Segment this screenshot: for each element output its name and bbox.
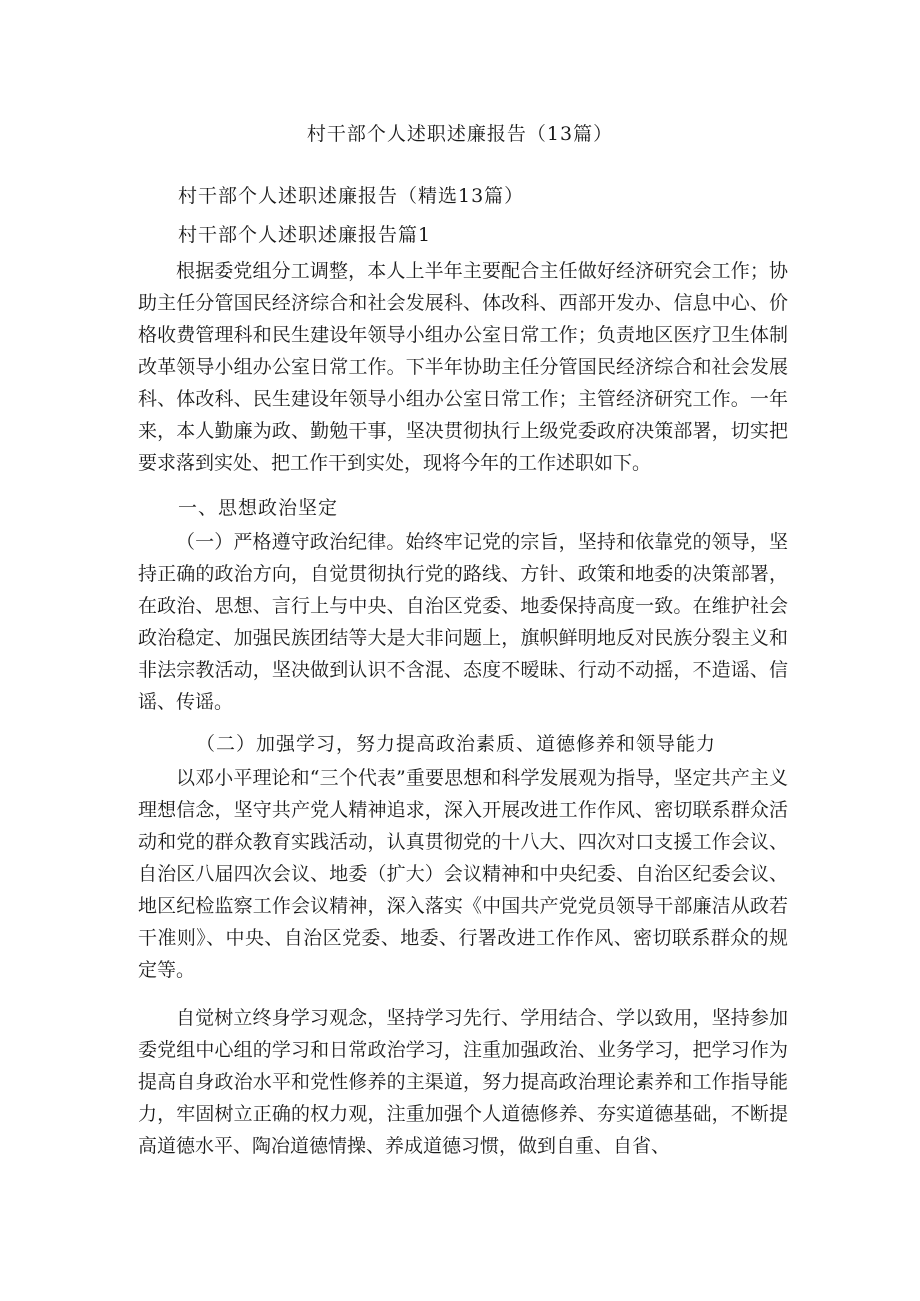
heading-1: 一、思想政治坚定 (178, 497, 339, 519)
paragraph-1: 根据委党组分工调整，本人上半年主要配合主任做好经济研究会工作；协助主任分管国民经济综合和社会发展科、体改科、西部开发办、信息中心、价格收费管理科和民生建设年领导小组办公室日常工作；负责地区医疗卫生体制改革领导小组办公室日常工作。下半年协助主任分管国民经济综合和社会发展科、体改科、民生建设年领导小组办公室日常工作；主管经济研究工作。一年来，本人勤廉为政、勤勉干事，坚决贯彻执行上级党委政府决策部署，切实把要求落到实处、把工作干到实处，现将今年的工作述职如下。 (138, 260, 788, 474)
paragraph-3: 以邓小平理论和“三个代表”重要思想和科学发展观为指导，坚定共产主义理想信念，坚守共产党人精神追求，深入开展改进工作作风、密切联系群众活动和党的群众教育实践活动，认真贯彻党的十八大、四次对口支援工作会议、自治区八届四次会议、地委（扩大）会议精神和中央纪委、自治区纪委会议、地区纪检监察工作会议精神，深入落实《中国共产党党员领导干部廉洁从政若干准则》、中央、自治区党委、地委、行署改进工作作风、密切联系群众的规定等。 (138, 767, 788, 981)
section-title: 村干部个人述职述廉报告篇1 (178, 224, 432, 246)
heading-2: （二）加强学习，努力提高政治素质、道德修养和领导能力 (196, 733, 717, 755)
document-subtitle: 村干部个人述职述廉报告（精选13篇） (178, 185, 525, 207)
paragraph-4: 自觉树立终身学习观念，坚持学习先行、学用结合、学以致用，坚持参加委党组中心组的学习和日常政治学习，注重加强政治、业务学习，把学习作为提高自身政治水平和党性修养的主渠道，努力提高政治理论素养和工作指导能力，牢固树立正确的权力观，注重加强个人道德修养、夯实道德基础，不断提高道德水平、陶冶道德情操、养成道德习惯，做到自重、自省、 (138, 1007, 788, 1157)
document-title: 村干部个人述职述廉报告（13篇） (306, 123, 614, 145)
paragraph-2: （一）严格遵守政治纪律。始终牢记党的宗旨，坚持和依靠党的领导，坚持正确的政治方向，自觉贯彻执行党的路线、方针、政策和地委的决策部署，在政治、思想、言行上与中央、自治区党委、地委保持高度一致。在维护社会政治稳定、加强民族团结等大是大非问题上，旗帜鲜明地反对民族分裂主义和非法宗教活动，坚决做到认识不含混、态度不暧昧、行动不动摇，不造谣、信谣、传谣。 (138, 531, 788, 713)
